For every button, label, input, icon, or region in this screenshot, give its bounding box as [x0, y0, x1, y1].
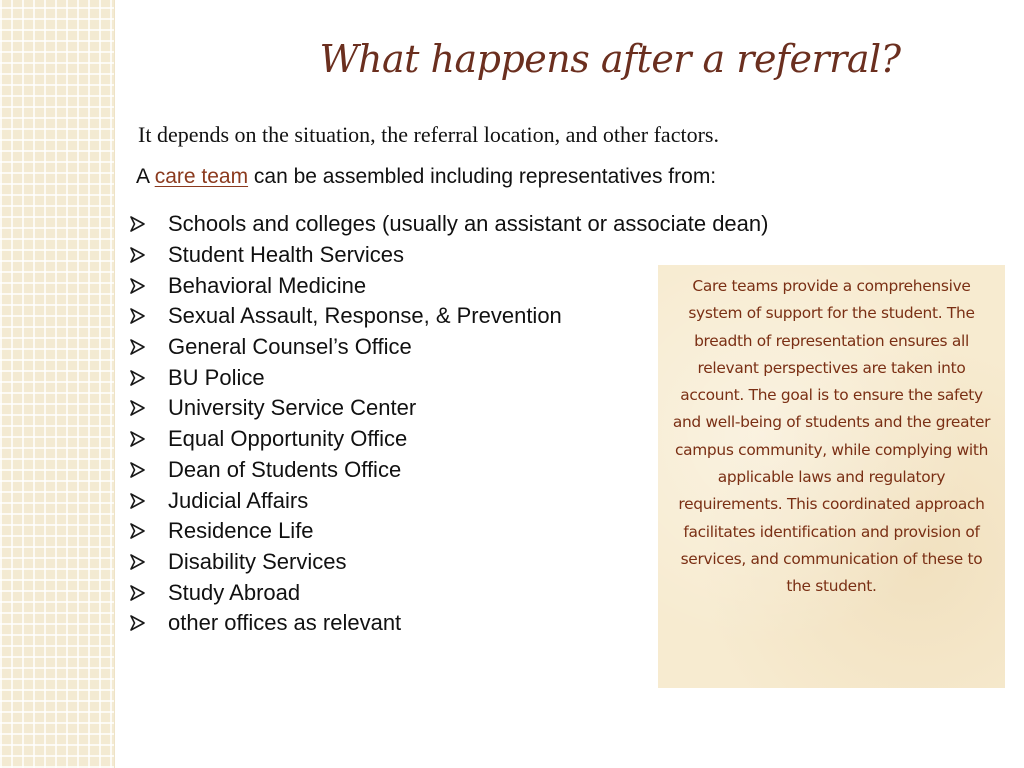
arrow-bullet-icon: [130, 278, 168, 294]
arrow-bullet-icon: [130, 308, 168, 324]
list-item: [130, 209, 768, 240]
care-team-sentence: [136, 165, 716, 189]
care-team-link[interactable]: care team: [154, 165, 249, 188]
list-item-label: Dean of Students Office: [168, 456, 402, 482]
list-item-label: BU Police: [168, 364, 265, 390]
arrow-bullet-icon: [130, 431, 168, 447]
care-line-suffix: can be assembled including representatives from:: [248, 165, 717, 188]
arrow-bullet-icon: [130, 615, 168, 631]
list-item-label: Residence Life: [168, 518, 314, 544]
list-item-label: University Service Center: [168, 395, 417, 421]
list-item-label: Disability Services: [168, 548, 347, 574]
list-item-label: Sexual Assault, Response, & Prevention: [168, 303, 562, 329]
arrow-bullet-icon: [130, 585, 168, 601]
care-team-callout: Care teams provide a comprehensive system of support for the student. The breadth of representation ensures all relevant perspectives are taken into account. The goal is to ensure the safety and well-being of students and the greater campus community, while complying with applicable laws and regulatory requirements. This coordinated approach facilitates identification and provision of services, and communication of these to the student.: [658, 265, 1005, 688]
list-item-label: Student Health Services: [168, 242, 405, 268]
arrow-bullet-icon: [130, 216, 168, 232]
arrow-bullet-icon: [130, 462, 168, 478]
list-item-label: Schools and colleges (usually an assistant or associate dean): [168, 211, 769, 237]
list-item-label: Study Abroad: [168, 579, 301, 605]
arrow-bullet-icon: [130, 400, 168, 416]
arrow-bullet-icon: [130, 523, 168, 539]
slide-title: What happens after a referral?: [319, 37, 901, 81]
arrow-bullet-icon: [130, 493, 168, 509]
list-item-label: Judicial Affairs: [168, 487, 309, 513]
arrow-bullet-icon: [130, 370, 168, 386]
arrow-bullet-icon: [130, 247, 168, 263]
arrow-bullet-icon: [130, 339, 168, 355]
list-item-label: Behavioral Medicine: [168, 272, 367, 298]
list-item-label: other offices as relevant: [168, 610, 402, 636]
decorative-side-strip: [0, 0, 115, 768]
intro-text: It depends on the situation, the referral location, and other factors.: [138, 122, 719, 147]
list-item-label: General Counsel’s Office: [168, 334, 412, 360]
care-line-prefix: A: [136, 165, 155, 188]
list-item-label: Equal Opportunity Office: [168, 426, 408, 452]
arrow-bullet-icon: [130, 554, 168, 570]
